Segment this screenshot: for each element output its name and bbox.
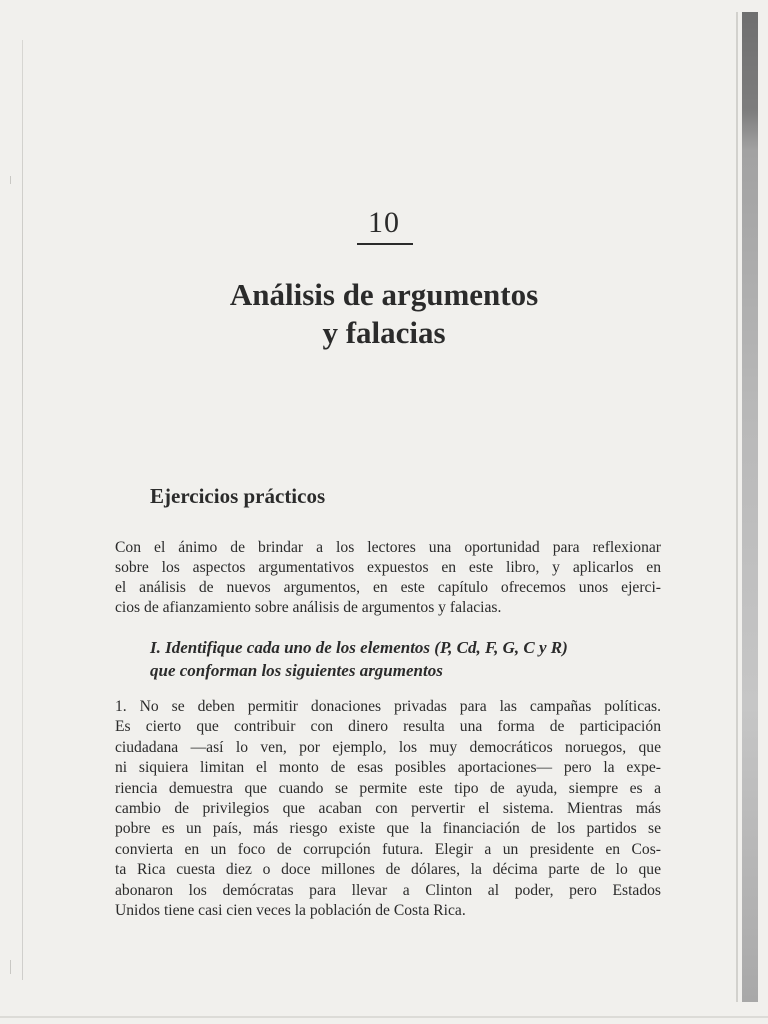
paragraph-line: ta Rica cuesta diez o doce millones de dólares, la décima parte de lo que [115,861,661,879]
chapter-title-line: Análisis de argumentos [229,277,539,312]
chapter-number-underline [357,243,413,245]
intro-line: el análisis de nuevos argumentos, en este capítulo ofrecemos unos ejerci- [115,579,661,596]
paragraph-line: 1. No se deben permitir donaciones privadas para las campañas políticas. [115,698,661,715]
paragraph-line: abonaron los demócratas para llevar a Clinton al poder, pero Estados [115,881,661,899]
intro-line: sobre los aspectos argumentativos expuestos en este libro, y aplicarlos en [115,559,661,576]
paragraph-line: Es cierto que contribuir con dinero resulta una forma de participación [115,718,661,736]
paragraph-line: cambio de privilegios que acaban con pervertir el sistema. Mientras más [115,800,661,818]
paragraph-line: ni siquiera limitan el monto de esas posibles aportaciones— pero la expe- [115,759,661,777]
chapter-title-line: y falacias [322,315,446,350]
section-heading: Ejercicios prácticos [150,484,326,508]
exercise-heading-line: I. Identifique cada uno de los elementos (P, Cd, F, G, C y R) [150,638,568,657]
scan-bottom-edge [0,1016,768,1018]
scan-margin-mark [10,176,11,184]
paragraph-line: convierta en un foco de corrupción futura. Elegir a un presidente en Cos- [115,840,661,858]
exercise-heading-line: que conforman los siguientes argumentos [150,661,443,680]
chapter-title [150,276,618,352]
exercise-paragraph [115,697,661,921]
scan-left-margin-line [22,40,23,980]
chapter-number: 10 [368,206,400,239]
intro-line: Con el ánimo de brindar a los lectores una oportunidad para reflexionar [115,539,661,556]
paragraph-line: pobre es un país, más riesgo existe que la financiación de los partidos se [115,820,661,838]
intro-line: cios de afianzamiento sobre análisis de argumentos y falacias. [115,599,502,616]
intro-paragraph [115,538,661,618]
scan-book-spine-shadow [742,12,758,1002]
scan-right-edge-line [736,12,738,1002]
scan-margin-mark [10,960,11,974]
exercise-heading [150,636,662,682]
paragraph-line: riencia demuestra que cuando se permite este tipo de ayuda, siempre es a [115,779,661,797]
paragraph-line: ciudadana —así lo ven, por ejemplo, los muy democráticos noruegos, que [115,738,661,756]
paragraph-line: Unidos tiene casi cien veces la población de Costa Rica. [115,902,466,920]
